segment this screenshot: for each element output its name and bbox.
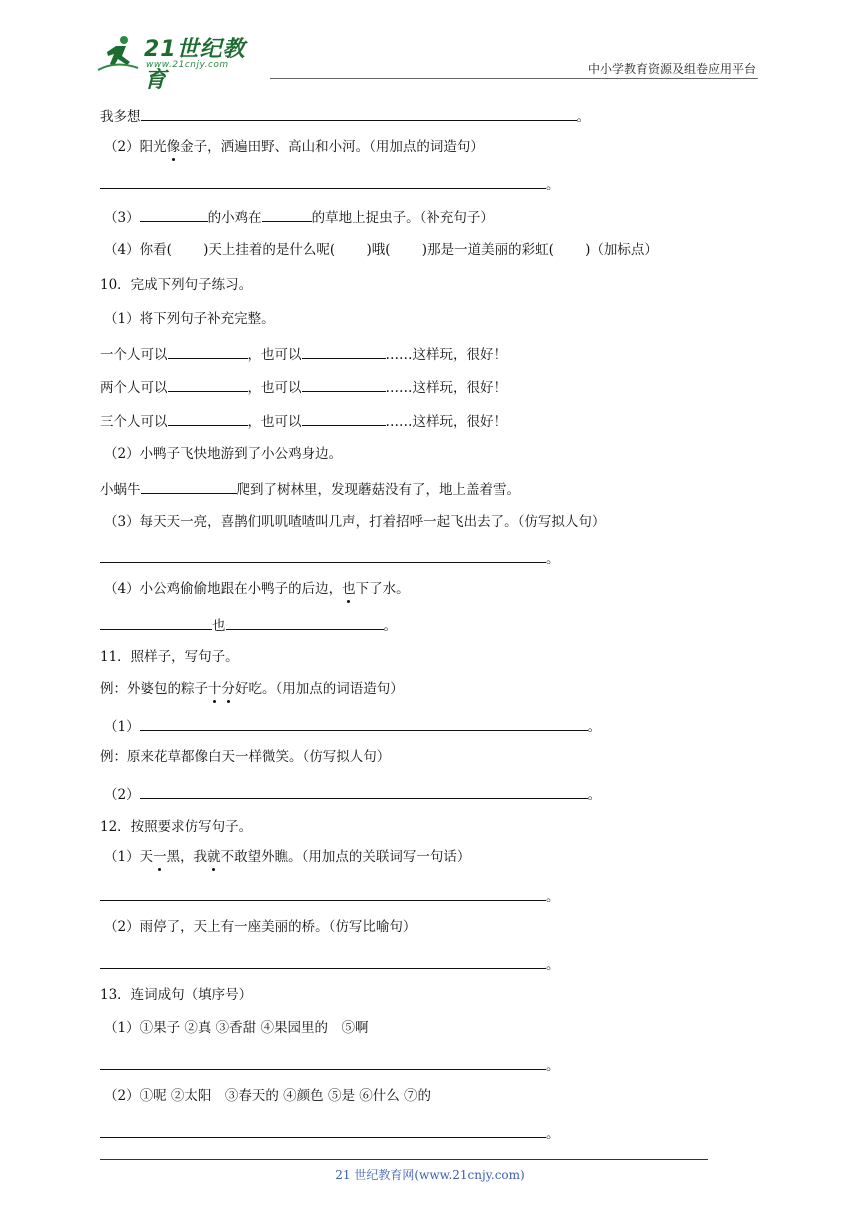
dotted-char: 就 [207,849,221,865]
question-9-2 [104,138,484,156]
site-logo [96,30,266,93]
text: ，也可以 [247,347,302,363]
answer-line [100,174,560,194]
question-11-title: 11．照样子，写句子。 [100,649,239,665]
question-11-2 [104,784,601,804]
question-10-4 [104,580,410,598]
fill-row-3 [100,411,507,431]
answer-blank[interactable] [100,1055,546,1070]
dotted-char: 像 [166,139,181,155]
answer-blank[interactable] [141,106,577,121]
text: 。 [546,177,560,193]
answer-line [100,1123,560,1143]
platform-title: 中小学教育资源及组卷应用平台 [587,62,756,76]
fill-row-2 [100,377,507,397]
dotted-char: 一 [153,849,167,865]
answer-blank[interactable] [100,1123,546,1138]
answer-line [100,548,560,568]
text: 。 [587,719,602,735]
text: 我多想 [100,109,141,125]
text: 。 [546,551,560,567]
text: （3） [104,210,140,226]
question-11-example-2: 例：原来花草都像白天一样微笑。（仿写拟人句） [100,749,391,765]
answer-blank[interactable] [100,174,546,189]
text: 。 [546,1126,560,1142]
fill-row-1 [100,344,507,364]
text: 爬到了树林里，发现蘑菇没有了，地上盖着雪。 [236,482,520,498]
footer-divider [100,1159,708,1160]
runner-logo-icon [96,34,140,74]
text: （4）小公鸡偷偷地跟在小鸭子的后边， [104,581,343,597]
question-13-2: （2）①呢 ②太阳 ③春天的 ④颜色 ⑤是 ⑥什么 ⑦的 [104,1088,432,1104]
answer-blank[interactable] [262,207,312,222]
text: 的草地上捉虫子。（补充句子） [311,210,494,226]
question-10-title: 10．完成下列句子练习。 [100,277,253,293]
header-divider [270,78,758,79]
answer-blank[interactable] [100,954,546,969]
question-10-3: （3）每天天一亮，喜鹊们叽叽喳喳叫几声，打着招呼一起飞出去了。（仿写拟人句） [104,514,606,530]
question-9-4: （4）你看( )天上挂着的是什么呢( )哦( )那是一道美丽的彩虹( )（加标点） [104,242,658,258]
text: 。 [383,618,397,634]
text: 黑，我 [166,849,208,865]
text: 。 [546,1058,560,1074]
answer-blank[interactable] [100,886,546,901]
text: （1） [104,719,140,735]
text: 。 [546,957,560,973]
text: ……这样玩，很好！ [385,380,507,396]
text: 也 [212,618,226,634]
text: 好吃。（用加点的词语造句） [235,681,404,697]
answer-blank[interactable] [302,344,386,359]
question-9-3 [104,207,494,227]
page-header [0,0,860,93]
text: 。 [576,109,590,125]
answer-blank[interactable] [100,615,212,630]
answer-blank[interactable] [168,344,248,359]
question-11-1 [104,716,601,736]
question-13-1: （1）①果子 ②真 ③香甜 ④果园里的 ⑤啊 [104,1020,369,1036]
question-12-2: （2）雨停了，天上有一座美丽的桥。（仿写比喻句） [104,919,417,935]
question-10-2-answer [100,479,520,499]
answer-line [100,1055,560,1075]
answer-blank[interactable] [140,207,208,222]
text: 的小鸡在 [207,210,262,226]
text: 三个人可以 [100,414,168,430]
text: ……这样玩，很好！ [385,347,507,363]
text: 例：外婆包的粽子 [100,681,208,697]
logo-url: www.21cnjy.com [146,60,229,70]
text: 。 [587,787,602,803]
text: 不敢望外瞧。（用加点的关联词写一句话） [220,849,471,865]
answer-blank[interactable] [168,411,248,426]
answer-blank[interactable] [141,479,237,494]
footer-text: 21 世纪教育网(www.21cnjy.com) [335,1168,525,1182]
text: 一个人可以 [100,347,168,363]
answer-blank[interactable] [140,784,588,799]
answer-line [100,886,560,906]
answer-blank[interactable] [302,411,386,426]
text: 。 [546,889,560,905]
text: ，也可以 [247,414,302,430]
answer-blank[interactable] [140,716,588,731]
answer-blank[interactable] [100,548,546,563]
answer-blank[interactable] [302,377,386,392]
question-10-4-answer [100,615,397,635]
text: 小蜗牛 [100,482,141,498]
text: 下了水。 [355,581,410,597]
dotted-char: 分 [221,681,235,697]
question-13-title: 13．连词成句（填序号） [100,987,253,1003]
answer-blank[interactable] [168,377,248,392]
text: 金子，洒遍田野、高山和小河。（用加点的词造句） [180,139,484,155]
question-12-title: 12．按照要求仿写句子。 [100,819,253,835]
text: 两个人可以 [100,380,168,396]
logo-text: 21世纪教育 [144,37,246,93]
text: （2） [104,787,140,803]
text: ……这样玩，很好！ [385,414,507,430]
answer-blank[interactable] [226,615,384,630]
text: （1）天 [104,849,154,865]
question-12-1 [104,848,470,866]
answer-line [100,954,560,974]
question-11-example-1 [100,680,404,698]
text: ，也可以 [247,380,302,396]
question-10-1: （1）将下列句子补充完整。 [104,311,275,327]
line-wish [100,106,590,126]
question-10-2: （2）小鸭子飞快地游到了小公鸡身边。 [104,446,343,462]
dotted-char: 十 [208,681,222,697]
text: （2）阳光 [104,139,167,155]
dotted-char: 也 [342,581,356,597]
